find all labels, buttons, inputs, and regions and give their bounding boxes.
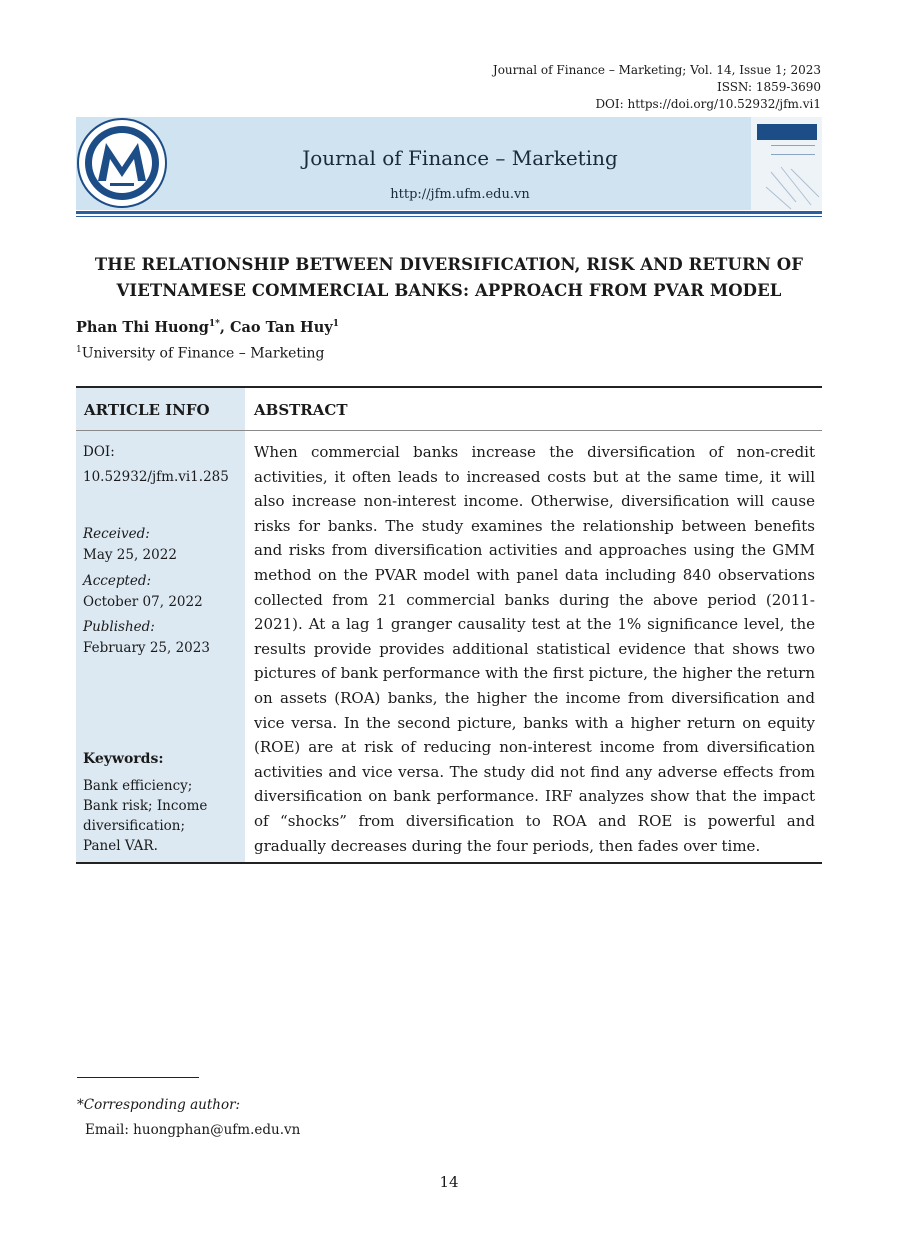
doi-label: DOI: [83, 444, 115, 460]
journal-name: Journal of Finance – Marketing [302, 146, 618, 170]
author-1: Phan Thi Huong [76, 319, 209, 336]
received-date: May 25, 2022 [83, 547, 177, 563]
affiliation-mark: 1 [76, 345, 82, 355]
published-date: February 25, 2023 [83, 640, 210, 656]
title-line-1: THE RELATIONSHIP BETWEEN DIVERSIFICATION, RISK AND RETURN OF [94, 255, 804, 274]
page-number: 14 [439, 1173, 459, 1191]
affiliation [76, 345, 324, 362]
keywords-label: Keywords: [83, 751, 164, 767]
title-line-2: VIETNAMESE COMMERCIAL BANKS: APPROACH FROM PVAR MODEL [116, 281, 782, 300]
table-header-divider [76, 430, 822, 431]
affiliation-text: University of Finance – Marketing [81, 345, 325, 362]
journal-meta [493, 62, 821, 113]
corresponding-author-label: *Corresponding author: [77, 1097, 241, 1113]
citation-line: Journal of Finance – Marketing; Vol. 14, Issue 1; 2023 [492, 63, 821, 77]
footnote-rule [77, 1077, 199, 1078]
received-label: Received: [83, 526, 150, 542]
article-info-table [76, 386, 822, 864]
journal-cover-icon [751, 117, 822, 210]
keyword-item: diversification; [83, 818, 186, 834]
author-separator: , [219, 319, 230, 336]
accepted-label: Accepted: [83, 573, 152, 589]
abstract-text: When commercial banks increase the diversification of non-credit activities, it often leads to increased costs but at the same time, it will also increase non-interest income. Otherwise, diversification will cause risks for banks. The study examines the relationship between benefits and risks from diversification activities and approaches using the GMM method on the PVAR model with panel data including 840 observations collected from 21 commercial banks during the above period (2011- 2021). At a lag 1 granger causality test at the 1% significance level, the results provide provides additional statistical evidence that shows two pictures of bank performance with the first picture, the higher the return on assets (ROA) banks, the higher the income from diversification and vice versa. In the second picture, banks with a higher return on equity (ROE) are at risk of reducing non-interest income from diversification activities and vice versa. The study did not find any adverse effects from diversification on bank performance. IRF analyzes show that the impact of “shocks” from diversification to ROA and ROE is powerful and gradually decreases during the four periods, then fades over time. [254, 443, 815, 855]
abstract-heading: ABSTRACT [254, 401, 348, 419]
keyword-item: Bank risk; Income [83, 798, 208, 814]
accepted-date: October 07, 2022 [83, 594, 203, 610]
issn-line: ISSN: 1859-3690 [716, 80, 821, 94]
authors [76, 319, 339, 336]
published-label: Published: [83, 619, 155, 635]
author-1-mark: 1* [208, 319, 220, 330]
banner-rule [76, 211, 822, 214]
journal-logo-icon [76, 117, 168, 209]
article-title [76, 252, 822, 304]
journal-url: http://jfm.ufm.edu.vn [390, 187, 530, 202]
banner-rule-thin [76, 216, 822, 217]
corresponding-author-email: Email: huongphan@ufm.edu.vn [85, 1122, 301, 1138]
keyword-item: Bank efficiency; [83, 778, 193, 794]
doi-line: DOI: https://doi.org/10.52932/jfm.vi1 [595, 97, 821, 111]
cover-pattern-icon [751, 117, 822, 210]
doi-value: 10.52932/jfm.vi1.285 [83, 469, 229, 485]
author-2-mark: 1 [332, 319, 339, 330]
article-info-heading: ARTICLE INFO [84, 401, 210, 419]
keyword-item: Panel VAR. [83, 838, 158, 854]
author-2: Cao Tan Huy [230, 319, 333, 336]
